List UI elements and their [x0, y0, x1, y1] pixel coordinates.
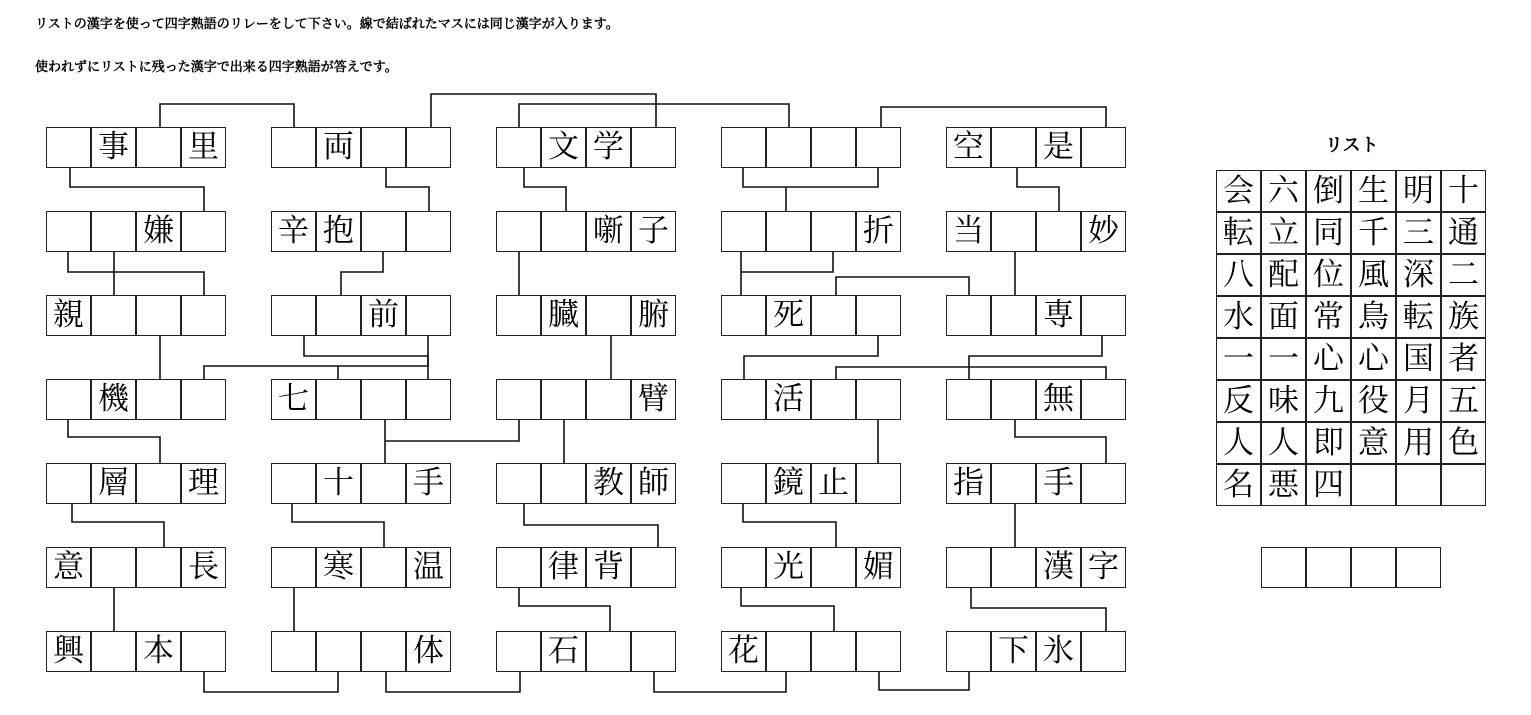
puzzle-cell[interactable]: [991, 295, 1036, 336]
list-cell: 悪: [1261, 464, 1306, 506]
puzzle-cell[interactable]: [406, 127, 451, 168]
puzzle-cell[interactable]: [1081, 463, 1126, 504]
instruction-line-1: リストの漢字を使って四字熟語のリレーをして下さい。線で結ばれたマスには同じ漢字が入ります。: [35, 17, 619, 32]
puzzle-cell[interactable]: 興: [46, 631, 91, 672]
puzzle-cell[interactable]: [811, 547, 856, 588]
connector-line: [1017, 168, 1059, 211]
puzzle-cell[interactable]: [46, 463, 91, 504]
list-cell: 三: [1396, 212, 1441, 254]
puzzle-cell[interactable]: 事: [91, 127, 136, 168]
puzzle-cell[interactable]: [631, 127, 676, 168]
puzzle-cell[interactable]: [46, 127, 91, 168]
puzzle-cell[interactable]: [991, 211, 1036, 252]
connector-line: [385, 420, 519, 441]
puzzle-cell[interactable]: [406, 211, 451, 252]
connector-line: [744, 336, 878, 379]
list-cell: 四: [1306, 464, 1351, 506]
list-cell: 転: [1396, 296, 1441, 338]
list-cell: 鳥: [1351, 296, 1396, 338]
puzzle-cell[interactable]: [631, 547, 676, 588]
puzzle-cell[interactable]: [361, 379, 406, 420]
connector-line: [519, 104, 789, 127]
puzzle-cell[interactable]: [136, 379, 181, 420]
puzzle-cell[interactable]: [361, 211, 406, 252]
puzzle-cell[interactable]: [586, 379, 631, 420]
puzzle-cell[interactable]: 背: [586, 547, 631, 588]
puzzle-cell[interactable]: [91, 211, 136, 252]
puzzle-cell[interactable]: 臓: [541, 295, 586, 336]
puzzle-cell[interactable]: 漢: [1036, 547, 1081, 588]
list-cell: 二: [1441, 254, 1486, 296]
puzzle-cell[interactable]: 師: [631, 463, 676, 504]
puzzle-cell[interactable]: 文: [541, 127, 586, 168]
puzzle-cell[interactable]: 学: [586, 127, 631, 168]
puzzle-cell[interactable]: [271, 631, 316, 672]
puzzle-cell[interactable]: [586, 631, 631, 672]
list-cell: 千: [1351, 212, 1396, 254]
puzzle-cell[interactable]: 臂: [631, 379, 676, 420]
puzzle-cell[interactable]: [946, 379, 991, 420]
list-cell: 一: [1261, 338, 1306, 380]
list-cell: 通: [1441, 212, 1486, 254]
puzzle-cell[interactable]: 子: [631, 211, 676, 252]
connector-line: [524, 168, 566, 211]
connector-line: [386, 672, 520, 692]
puzzle-cell[interactable]: [496, 295, 541, 336]
puzzle-cell[interactable]: [721, 379, 766, 420]
puzzle-cell[interactable]: [271, 127, 316, 168]
puzzle-cell[interactable]: [991, 379, 1036, 420]
puzzle-cell[interactable]: [181, 379, 226, 420]
puzzle-cell[interactable]: [1081, 379, 1126, 420]
list-cell: 深: [1396, 254, 1441, 296]
puzzle-cell[interactable]: [541, 379, 586, 420]
connector-line: [292, 504, 384, 547]
puzzle-cell[interactable]: [1081, 631, 1126, 672]
puzzle-cell[interactable]: [991, 547, 1036, 588]
puzzle-cell[interactable]: [271, 463, 316, 504]
answer-cell[interactable]: [1261, 547, 1306, 588]
puzzle-cell[interactable]: 指: [946, 463, 991, 504]
puzzle-cell[interactable]: [946, 547, 991, 588]
puzzle-cell[interactable]: [811, 295, 856, 336]
connector-line: [969, 336, 1102, 379]
puzzle-cell[interactable]: [1081, 295, 1126, 336]
puzzle-cell[interactable]: 両: [316, 127, 361, 168]
puzzle-cell[interactable]: 里: [181, 127, 226, 168]
list-cell: 常: [1306, 296, 1351, 338]
puzzle-cell[interactable]: 教: [586, 463, 631, 504]
list-cell: 水: [1216, 296, 1261, 338]
puzzle-cell[interactable]: [811, 211, 856, 252]
puzzle-cell[interactable]: 是: [1036, 127, 1081, 168]
puzzle-cell[interactable]: [496, 463, 541, 504]
puzzle-cell[interactable]: [316, 295, 361, 336]
list-cell: 立: [1261, 212, 1306, 254]
puzzle-cell[interactable]: [946, 295, 991, 336]
list-cell: 五: [1441, 380, 1486, 422]
puzzle-cell[interactable]: [91, 631, 136, 672]
puzzle-cell[interactable]: 当: [946, 211, 991, 252]
puzzle-cell[interactable]: [46, 211, 91, 252]
connector-line: [654, 672, 786, 692]
puzzle-cell[interactable]: [496, 211, 541, 252]
connector-line: [741, 252, 833, 272]
puzzle-cell[interactable]: 長: [181, 547, 226, 588]
puzzle-cell[interactable]: [361, 547, 406, 588]
list-cell: 転: [1216, 212, 1261, 254]
puzzle-cell[interactable]: [361, 463, 406, 504]
list-cell: 族: [1441, 296, 1486, 338]
puzzle-cell[interactable]: 噺: [586, 211, 631, 252]
list-cell: 月: [1396, 380, 1441, 422]
puzzle-cell[interactable]: 層: [91, 463, 136, 504]
puzzle-cell[interactable]: [136, 295, 181, 336]
connector-line: [68, 420, 160, 463]
puzzle-cell[interactable]: 抱: [316, 211, 361, 252]
list-cell: 国: [1396, 338, 1441, 380]
puzzle-cell[interactable]: [1036, 211, 1081, 252]
list-cell: [1396, 464, 1441, 506]
puzzle-cell[interactable]: 空: [946, 127, 991, 168]
answer-cell[interactable]: [1351, 547, 1396, 588]
puzzle-cell[interactable]: 手: [1036, 463, 1081, 504]
puzzle-cell[interactable]: [766, 127, 811, 168]
puzzle-cell[interactable]: [856, 127, 901, 168]
puzzle-cell[interactable]: 辛: [271, 211, 316, 252]
puzzle-cell[interactable]: 花: [721, 631, 766, 672]
puzzle-cell[interactable]: [541, 463, 586, 504]
puzzle-cell[interactable]: [721, 295, 766, 336]
puzzle-cell[interactable]: 七: [271, 379, 316, 420]
puzzle-cell[interactable]: [46, 379, 91, 420]
connector-line: [72, 504, 164, 547]
list-cell: 者: [1441, 338, 1486, 380]
connector-line: [879, 672, 969, 690]
puzzle-cell[interactable]: 律: [541, 547, 586, 588]
puzzle-cell[interactable]: [1081, 127, 1126, 168]
puzzle-cell[interactable]: 鏡: [766, 463, 811, 504]
instruction-line-2: 使われずにリストに残った漢字で出来る四字熟語が答えです。: [35, 60, 398, 75]
puzzle-cell[interactable]: 光: [766, 547, 811, 588]
puzzle-cell[interactable]: 止: [811, 463, 856, 504]
list-cell: 倒: [1306, 170, 1351, 212]
puzzle-cell[interactable]: [316, 631, 361, 672]
puzzle-cell[interactable]: [721, 127, 766, 168]
puzzle-cell[interactable]: [631, 631, 676, 672]
puzzle-cell[interactable]: 氷: [1036, 631, 1081, 672]
list-cell: 風: [1351, 254, 1396, 296]
list-cell: 九: [1306, 380, 1351, 422]
puzzle-cell[interactable]: [316, 379, 361, 420]
puzzle-cell[interactable]: 折: [856, 211, 901, 252]
list-cell: 明: [1396, 170, 1441, 212]
list-cell: 名: [1216, 464, 1261, 506]
puzzle-cell[interactable]: 親: [46, 295, 91, 336]
connector-line: [836, 367, 1106, 379]
puzzle-cell[interactable]: [811, 631, 856, 672]
list-cell: 反: [1216, 380, 1261, 422]
puzzle-cell[interactable]: 活: [766, 379, 811, 420]
list-cell: [1351, 464, 1396, 506]
list-cell: 配: [1261, 254, 1306, 296]
list-cell: 同: [1306, 212, 1351, 254]
puzzle-cell[interactable]: 手: [406, 463, 451, 504]
puzzle-cell[interactable]: [136, 547, 181, 588]
puzzle-cell[interactable]: 理: [181, 463, 226, 504]
list-cell: 即: [1306, 422, 1351, 464]
puzzle-cell[interactable]: [271, 295, 316, 336]
answer-cell[interactable]: [1396, 547, 1441, 588]
puzzle-cell[interactable]: 字: [1081, 547, 1126, 588]
puzzle-cell[interactable]: 妙: [1081, 211, 1126, 252]
puzzle-cell[interactable]: [991, 127, 1036, 168]
list-cell: [1441, 464, 1486, 506]
connector-line: [743, 504, 836, 547]
puzzle-cell[interactable]: 意: [46, 547, 91, 588]
puzzle-cell[interactable]: 寒: [316, 547, 361, 588]
puzzle-cell[interactable]: [496, 379, 541, 420]
puzzle-cell[interactable]: [361, 127, 406, 168]
connector-line: [70, 168, 204, 211]
puzzle-cell[interactable]: [946, 631, 991, 672]
list-cell: 心: [1306, 338, 1351, 380]
puzzle-cell[interactable]: 媚: [856, 547, 901, 588]
puzzle-cell[interactable]: [496, 631, 541, 672]
puzzle-cell[interactable]: [856, 463, 901, 504]
puzzle-cell[interactable]: 石: [541, 631, 586, 672]
puzzle-cell[interactable]: [811, 379, 856, 420]
puzzle-cell[interactable]: [721, 463, 766, 504]
connector-line: [519, 588, 610, 631]
puzzle-cell[interactable]: 腑: [631, 295, 676, 336]
puzzle-cell[interactable]: [991, 463, 1036, 504]
puzzle-cell[interactable]: [856, 379, 901, 420]
puzzle-cell[interactable]: [856, 295, 901, 336]
puzzle-cell[interactable]: 死: [766, 295, 811, 336]
puzzle-cell[interactable]: 温: [406, 547, 451, 588]
puzzle-cell[interactable]: [406, 295, 451, 336]
list-cell: 位: [1306, 254, 1351, 296]
puzzle-cell[interactable]: [271, 547, 316, 588]
puzzle-cell[interactable]: [406, 379, 451, 420]
connector-line: [524, 504, 658, 547]
puzzle-cell[interactable]: 無: [1036, 379, 1081, 420]
list-cell: 一: [1216, 338, 1261, 380]
list-title: リスト: [1325, 135, 1379, 156]
connector-line: [160, 104, 294, 127]
connector-line: [204, 672, 338, 692]
puzzle-cell[interactable]: [181, 211, 226, 252]
puzzle-cell[interactable]: [136, 463, 181, 504]
connector-line: [68, 252, 204, 295]
list-cell: 人: [1216, 422, 1261, 464]
puzzle-cell[interactable]: 専: [1036, 295, 1081, 336]
connector-line: [431, 94, 656, 127]
puzzle-cell[interactable]: 本: [136, 631, 181, 672]
connector-line: [386, 168, 429, 211]
connector-line: [836, 277, 969, 295]
puzzle-cell[interactable]: 下: [991, 631, 1036, 672]
list-cell: 十: [1441, 170, 1486, 212]
puzzle-cell[interactable]: 嫌: [136, 211, 181, 252]
list-cell: 八: [1216, 254, 1261, 296]
puzzle-cell[interactable]: 機: [91, 379, 136, 420]
list-cell: 味: [1261, 380, 1306, 422]
puzzle-cell[interactable]: [541, 211, 586, 252]
puzzle-cell[interactable]: [856, 631, 901, 672]
puzzle-cell[interactable]: [766, 631, 811, 672]
puzzle-cell[interactable]: 体: [406, 631, 451, 672]
connector-line: [971, 588, 1106, 631]
puzzle-cell[interactable]: [91, 547, 136, 588]
connector-line: [881, 107, 1106, 127]
puzzle-cell[interactable]: [136, 127, 181, 168]
puzzle-cell[interactable]: [496, 547, 541, 588]
connector-line: [743, 168, 878, 187]
connector-line: [304, 336, 428, 379]
puzzle-cell[interactable]: 前: [361, 295, 406, 336]
list-cell: 会: [1216, 170, 1261, 212]
list-cell: 心: [1351, 338, 1396, 380]
puzzle-cell[interactable]: [586, 295, 631, 336]
puzzle-cell[interactable]: [766, 211, 811, 252]
list-cell: 面: [1261, 296, 1306, 338]
puzzle-cell[interactable]: [811, 127, 856, 168]
puzzle-cell[interactable]: [496, 127, 541, 168]
list-cell: 人: [1261, 422, 1306, 464]
puzzle-cell[interactable]: [181, 295, 226, 336]
list-cell: 生: [1351, 170, 1396, 212]
connector-line: [204, 336, 428, 379]
puzzle-cell[interactable]: [721, 211, 766, 252]
puzzle-cell[interactable]: [91, 295, 136, 336]
list-cell: 意: [1351, 422, 1396, 464]
list-cell: 用: [1396, 422, 1441, 464]
puzzle-cell[interactable]: [181, 631, 226, 672]
answer-cell[interactable]: [1306, 547, 1351, 588]
connector-line: [341, 252, 383, 295]
connector-line: [1015, 420, 1106, 463]
puzzle-cell[interactable]: [361, 631, 406, 672]
puzzle-cell[interactable]: 十: [316, 463, 361, 504]
list-cell: 色: [1441, 422, 1486, 464]
list-cell: 六: [1261, 170, 1306, 212]
puzzle-cell[interactable]: [721, 547, 766, 588]
list-cell: 役: [1351, 380, 1396, 422]
connector-line: [741, 588, 834, 631]
